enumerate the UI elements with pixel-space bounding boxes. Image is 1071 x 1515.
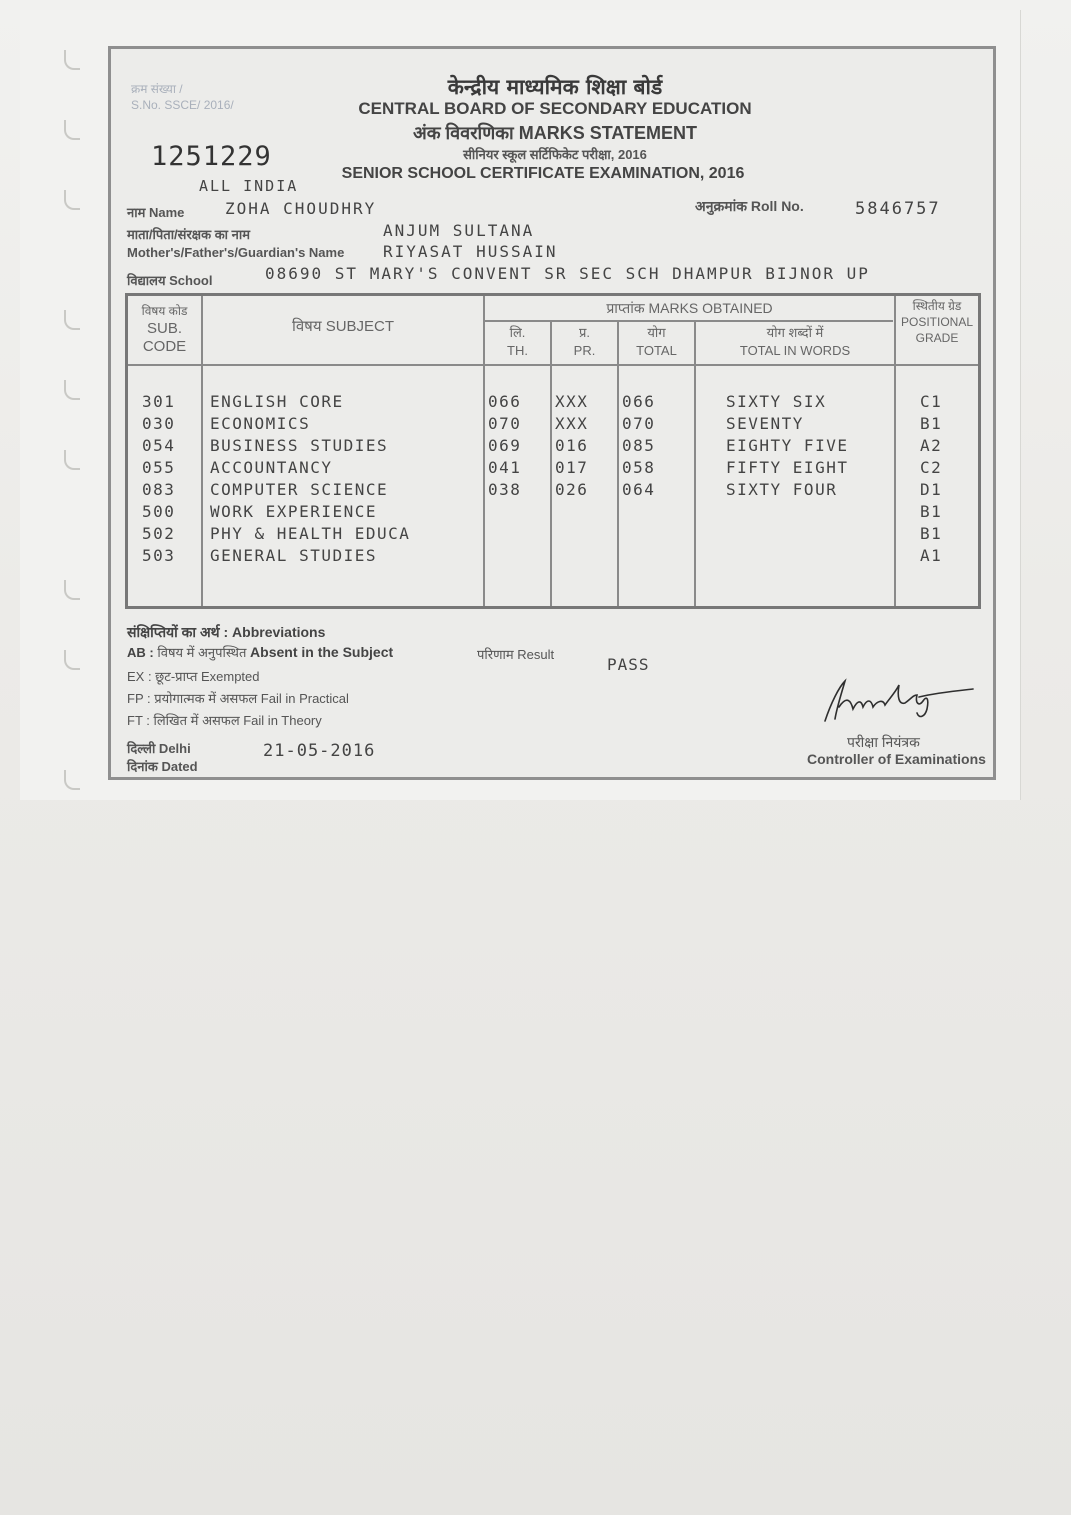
board-name-english: CENTRAL BOARD OF SECONDARY EDUCATION: [358, 99, 752, 118]
header-practical: [552, 324, 617, 360]
header-total: [619, 324, 694, 360]
exam-name-english: SENIOR SCHOOL CERTIFICATE EXAMINATION, 2016: [341, 165, 745, 182]
cell-theory: 066: [488, 392, 522, 411]
cell-sub-code: 054: [142, 436, 176, 455]
cell-grade: B1: [920, 524, 943, 543]
header-grade-hindi: स्थितीय ग्रेड: [912, 299, 962, 313]
cell-subject: GENERAL STUDIES: [210, 546, 377, 565]
header-code-hindi: विषय कोड: [141, 304, 188, 318]
header-theory-hindi: लि.: [509, 325, 526, 340]
header-theory: [485, 324, 550, 360]
header-sub-code: [128, 302, 201, 356]
binder-hole-mark: [64, 580, 80, 600]
cell-practical: 026: [555, 480, 589, 499]
cell-total: 058: [622, 458, 656, 477]
cell-subject: BUSINESS STUDIES: [210, 436, 389, 455]
abbreviation-ab: [127, 643, 393, 661]
header-code-code: CODE: [142, 338, 187, 355]
cell-total-in-words: EIGHTY FIVE: [726, 436, 849, 455]
marks-table: [125, 293, 981, 609]
table-row: [128, 546, 978, 568]
name-label: नाम Name: [127, 205, 185, 220]
binder-hole-mark: [64, 190, 80, 210]
dated-label: दिनांक Dated: [127, 759, 198, 774]
binder-hole-mark: [64, 450, 80, 470]
parent-label-english: Mother's/Father's/Guardian's Name: [127, 245, 345, 260]
cell-subject: ECONOMICS: [210, 414, 311, 433]
cell-theory: 070: [488, 414, 522, 433]
father-name: RIYASAT HUSSAIN: [383, 242, 558, 261]
header-words-english: TOTAL IN WORDS: [739, 343, 851, 358]
result-label: परिणाम Result: [477, 647, 555, 662]
cell-sub-code: 083: [142, 480, 176, 499]
header-positional-grade: [896, 298, 978, 346]
binder-hole-mark: [64, 770, 80, 790]
binder-hole-mark: [64, 380, 80, 400]
cell-subject: ACCOUNTANCY: [210, 458, 333, 477]
cell-theory: 041: [488, 458, 522, 477]
header-marks-obtained: प्राप्तांक MARKS OBTAINED: [606, 300, 773, 316]
exam-name-hindi: सीनियर स्कूल सर्टिफिकेट परीक्षा, 2016: [463, 147, 647, 162]
abbr-ab-english: Absent in the Subject: [250, 644, 394, 660]
table-row: [128, 502, 978, 524]
cell-total-in-words: SIXTY SIX: [726, 392, 827, 411]
cell-grade: C2: [920, 458, 943, 477]
cell-total: 070: [622, 414, 656, 433]
cell-sub-code: 301: [142, 392, 176, 411]
abbreviation-ft: FT : लिखित में असफल Fail in Theory: [127, 713, 322, 728]
abbreviations-title: [127, 623, 325, 642]
header-code-sub: SUB.: [146, 320, 182, 337]
cell-sub-code: 030: [142, 414, 176, 433]
header-total-hindi: योग: [647, 325, 666, 340]
place-label: दिल्ली Delhi: [127, 741, 191, 756]
candidate-name: ZOHA CHOUDHRY: [225, 199, 377, 218]
binder-hole-mark: [64, 650, 80, 670]
cell-practical: 016: [555, 436, 589, 455]
cell-sub-code: 500: [142, 502, 176, 521]
cell-subject: PHY & HEALTH EDUCA: [210, 524, 411, 543]
cell-grade: D1: [920, 480, 943, 499]
serial-label-hindi: क्रम संख्या /: [131, 82, 183, 96]
binder-hole-mark: [64, 50, 80, 70]
cell-theory: 038: [488, 480, 522, 499]
header-total-english: TOTAL: [636, 343, 677, 358]
table-row: [128, 392, 978, 414]
table-row: [128, 458, 978, 480]
binder-hole-mark: [64, 120, 80, 140]
abbreviation-ex: EX : छूट-प्राप्त Exempted: [127, 669, 260, 684]
cell-total: 064: [622, 480, 656, 499]
school-name: 08690 ST MARY'S CONVENT SR SEC SCH DHAMPUR BIJNOR UP: [265, 264, 870, 283]
parent-label-hindi: माता/पिता/संरक्षक का नाम: [127, 227, 251, 242]
cell-grade: A2: [920, 436, 943, 455]
header-practical-hindi: प्र.: [578, 325, 590, 340]
table-row: [128, 524, 978, 546]
cell-practical: 017: [555, 458, 589, 477]
cell-grade: B1: [920, 414, 943, 433]
controller-title-english: Controller of Examinations: [807, 751, 986, 767]
all-india-label: ALL INDIA: [199, 177, 299, 195]
table-row: [128, 414, 978, 436]
abbr-ab-hindi: विषय में अनुपस्थित: [157, 645, 247, 660]
cell-practical: XXX: [555, 392, 589, 411]
cell-subject: ENGLISH CORE: [210, 392, 344, 411]
abbr-ab-code: AB :: [127, 645, 154, 660]
cell-theory: 069: [488, 436, 522, 455]
abbreviation-fp: FP : प्रयोगात्मक में असफल Fail in Practical: [127, 691, 349, 706]
issue-date: 21-05-2016: [263, 741, 376, 761]
marks-statement-certificate: [108, 46, 996, 780]
controller-signature: [815, 673, 975, 725]
header-practical-english: PR.: [573, 343, 596, 358]
cell-grade: B1: [920, 502, 943, 521]
cell-grade: C1: [920, 392, 943, 411]
certificate-number: 1251229: [151, 141, 272, 172]
mother-name: ANJUM SULTANA: [383, 221, 535, 240]
cell-total-in-words: SIXTY FOUR: [726, 480, 838, 499]
roll-number-label: अनुक्रमांक Roll No.: [695, 198, 804, 214]
cell-total: 066: [622, 392, 656, 411]
abbreviations-title-text: संक्षिप्तियों का अर्थ : Abbreviations: [127, 624, 326, 640]
board-name-hindi: केन्द्रीय माध्यमिक शिक्षा बोर्ड: [447, 75, 663, 99]
statement-title: अंक विवरणिका MARKS STATEMENT: [412, 123, 698, 143]
header-grade-grade: GRADE: [915, 331, 959, 345]
header-subject: विषय SUBJECT: [291, 318, 395, 335]
cell-sub-code: 502: [142, 524, 176, 543]
cell-subject: COMPUTER SCIENCE: [210, 480, 389, 499]
serial-label-english: S.No. SSCE/ 2016/: [131, 98, 234, 112]
cell-grade: A1: [920, 546, 943, 565]
header-grade-positional: POSITIONAL: [900, 315, 974, 329]
table-row: [128, 436, 978, 458]
header-theory-english: TH.: [507, 343, 528, 358]
cell-sub-code: 055: [142, 458, 176, 477]
controller-title-hindi: परीक्षा नियंत्रक: [847, 734, 920, 750]
cell-subject: WORK EXPERIENCE: [210, 502, 377, 521]
cell-practical: XXX: [555, 414, 589, 433]
header-total-in-words: [696, 324, 894, 360]
cell-sub-code: 503: [142, 546, 176, 565]
cell-total-in-words: SEVENTY: [726, 414, 804, 433]
result-value: PASS: [607, 655, 650, 674]
header-words-hindi: योग शब्दों में: [766, 325, 824, 340]
cell-total: 085: [622, 436, 656, 455]
cell-total-in-words: FIFTY EIGHT: [726, 458, 849, 477]
binder-hole-mark: [64, 310, 80, 330]
school-label: विद्यालय School: [127, 273, 213, 288]
roll-number: 5846757: [855, 199, 941, 219]
table-row: [128, 480, 978, 502]
